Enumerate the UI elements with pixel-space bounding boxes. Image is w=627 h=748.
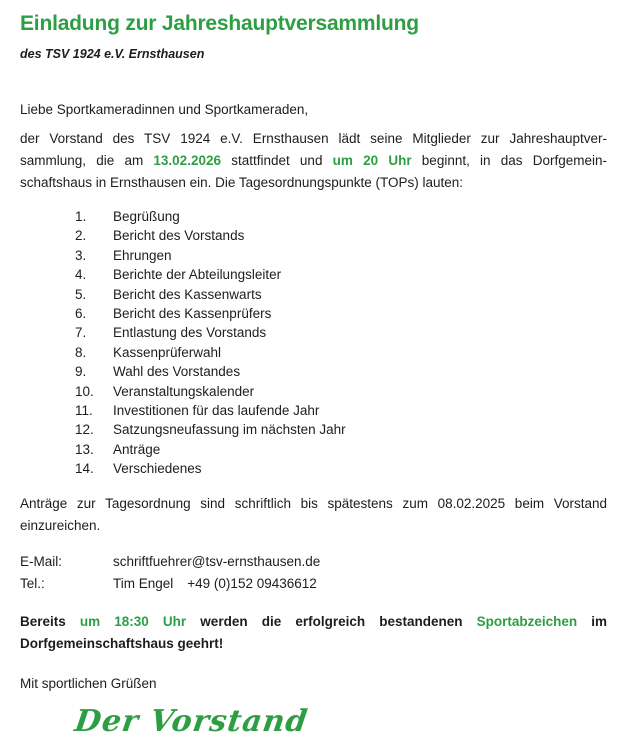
agenda-item [20, 304, 607, 323]
text-line: einzureichen. [20, 517, 101, 533]
text-line: Anträge zur Tagesordnung sind schriftlich bis spätestens zum 08.02.2025 beim Vorstand [20, 495, 607, 511]
agenda-item [20, 285, 607, 304]
agenda-item [20, 362, 607, 381]
agenda-item-number: 1. [75, 209, 87, 224]
deadline-paragraph [20, 493, 607, 537]
agenda-item-number: 11. [75, 403, 93, 419]
contact-block [20, 551, 607, 595]
closing-line: Mit sportlichen Grüßen [20, 675, 157, 691]
agenda-item-label: Bericht des Kassenprüfers [113, 306, 272, 322]
contact-tel-row [20, 573, 607, 595]
agenda-item-number: 6. [75, 306, 87, 322]
agenda-item-number: 2. [75, 228, 87, 244]
agenda-item-label: Verschiedenes [113, 461, 202, 477]
highlight-paragraph [20, 611, 607, 655]
agenda-item-label: Berichte der Abteilungsleiter [113, 267, 282, 283]
agenda-item-number: 5. [75, 286, 87, 302]
agenda-item-number: 8. [75, 344, 87, 360]
agenda-item-label: Anträge [113, 441, 161, 457]
agenda-item-number: 14. [75, 461, 94, 477]
agenda-item-label: Veranstaltungskalender [113, 383, 255, 399]
agenda-item [20, 459, 607, 478]
agenda-item [20, 420, 607, 439]
agenda-item-label: Ehrungen [113, 247, 172, 263]
agenda-item [20, 265, 607, 284]
text-line: Dorfgemeinschaftshaus geehrt! [20, 635, 224, 651]
text-line: sammlung, die am 13.02.2026 stattfindet und um 20 Uhr beginnt, in das Dorfgemein- [20, 153, 607, 168]
agenda-item [20, 226, 607, 245]
agenda-list [20, 207, 607, 479]
agenda-item-label: Bericht des Vorstands [113, 228, 245, 244]
agenda-item-number: 12. [75, 422, 94, 438]
agenda-item-number: 7. [75, 325, 87, 341]
agenda-item-label: Begrüßung [113, 209, 180, 224]
tel-number: +49 (0)152 09436612 [187, 575, 317, 591]
agenda-item [20, 323, 607, 342]
intro-paragraph [20, 128, 607, 194]
agenda-item-number: 4. [75, 267, 87, 283]
agenda-item-number: 3. [75, 247, 87, 263]
agenda-item-label: Satzungsneufassung im nächsten Jahr [113, 422, 346, 438]
agenda-item-label: Wahl des Vorstandes [113, 364, 241, 380]
tel-contact-name: Tim Engel [113, 575, 174, 591]
agenda-item [20, 440, 607, 459]
tel-label: Tel.: [20, 575, 45, 591]
page-subtitle: des TSV 1924 e.V. Ernsthausen [20, 47, 205, 61]
agenda-item-number: 9. [75, 364, 87, 380]
agenda-item [20, 401, 607, 420]
agenda-item-label: Investitionen für das laufende Jahr [113, 403, 320, 419]
agenda-item [20, 246, 607, 265]
agenda-item [20, 343, 607, 362]
agenda-item [20, 207, 607, 226]
text-line: der Vorstand des TSV 1924 e.V. Ernsthausen lädt seine Mitglieder zur Jahreshauptver- [20, 131, 607, 146]
agenda-item-number: 10. [75, 383, 94, 399]
agenda-item-label: Bericht des Kassenwarts [113, 286, 262, 302]
salutation: Liebe Sportkameradinnen und Sportkameraden, [20, 102, 309, 117]
page-title: Einladung zur Jahreshauptversammlung [20, 12, 419, 35]
agenda-item-number: 13. [75, 441, 94, 457]
email-value: schriftfuehrer@tsv-ernsthausen.de [113, 553, 321, 569]
text-line: Bereits um 18:30 Uhr werden die erfolgreich bestandenen Sportabzeichen im [20, 613, 607, 629]
contact-email-row [20, 551, 607, 573]
text-line: schaftshaus in Ernsthausen ein. Die Tagesordnungspunkte (TOPs) lauten: [20, 175, 464, 190]
email-label: E-Mail: [20, 553, 63, 569]
agenda-item-label: Entlastung des Vorstands [113, 325, 267, 341]
agenda-item [20, 382, 607, 401]
agenda-item-label: Kassenprüferwahl [113, 344, 222, 360]
signature: Der Vorstand [72, 703, 311, 739]
